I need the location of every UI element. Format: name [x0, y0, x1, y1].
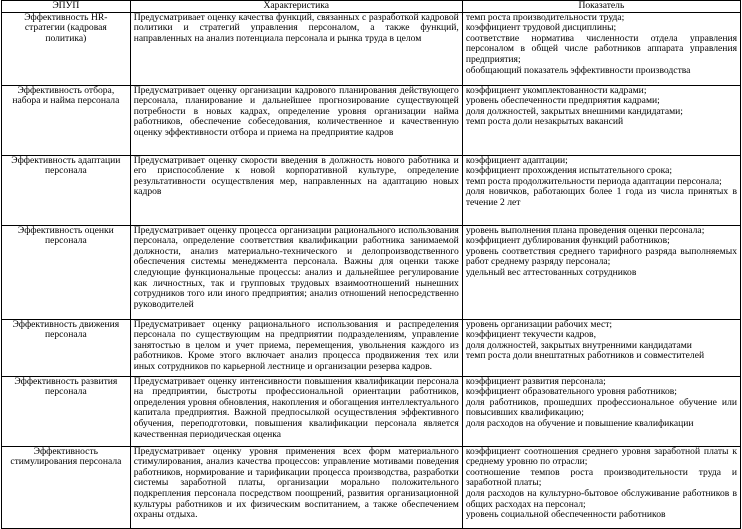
row-indicators	[462, 155, 740, 225]
row-description: Предусматривает оценку уровня применения всех форм материального стимулирования, анализ качества процессов: управление мотивами поведения работников, нормирование и тарификации процесса производства, разработки системы заработной платы, организации морально положительного подкрепления персонала посредством поощрений, развития организационной культуры работников и их физическим воспитанием, а также обеспечением охраны отдыха.	[130, 446, 462, 528]
indicator-item: доля расходов на культурно-бытовое обслуживание работников в общих расходах на персонал;	[465, 487, 737, 510]
indicator-item: уровень выполнения плана проведения оценки персонала;	[465, 224, 705, 236]
indicator-item: коэффициент дублирования функций работников;	[465, 235, 670, 247]
row-name: Эффективность движения персонала	[2, 319, 131, 376]
table-row	[2, 376, 741, 446]
row-description: Предусматривает оценку процесса организации рационального использования персонала, определение соответствия квалификации работника занимаемой должности, анализ материально-технического и делопроизводственного обеспечения системы менеджмента персонала. Важны для оценки также следующие функциональные процессы: анализ и дальнейшее регулирование как личностных, так и групповых трудовых взаимоотношений нынешних сотрудников того или иного предприятия; анализ отношений непосредственно руководителей	[130, 225, 462, 319]
row-name: Эффективность HR-стратегии (кадровая политика)	[2, 12, 131, 85]
table-row	[2, 446, 741, 528]
evaluation-table	[1, 0, 741, 529]
indicator-item: коэффициент текучести кадров,	[465, 329, 596, 341]
indicator-item: доля должностей, закрытых внутренними кандидатами	[465, 339, 692, 351]
row-name: Эффективность оценки персонала	[2, 225, 131, 319]
row-description: Предусматривает оценку скорости введения в должность нового работника и его приспособление к новой корпоративной культуре, определение результативности осуществления мер, направленных на адаптацию новых кадров	[130, 155, 462, 225]
row-name: Эффективность стимулирования персонала	[2, 446, 131, 528]
indicator-item: коэффициент развития персонала;	[465, 375, 606, 387]
indicator-item: доля должностей, закрытых внешними кандидатами;	[465, 105, 683, 117]
table-row	[2, 85, 741, 155]
row-description: Предусматривает оценку интенсивности повышения квалификации персонала на предприятии, быстроты профессиональной ориентации работников, определения уровня обновления, накопления и обогащения интеллектуального капитала предприятия. Важной предпосылкой осуществления эффективного обучения, переподготовки, повышения квалификации персонала является качественная периодическая оценка	[130, 376, 462, 446]
indicator-item: удельный вес аттестованных сотрудников	[465, 266, 637, 278]
indicator-item: доля новичков, работающих более 1 года из числа принятых в течение 2 лет	[465, 186, 737, 208]
indicator-item: соотношение темпов роста производительности труда и заработной платы;	[465, 466, 737, 489]
header-indicator: Показатель	[462, 1, 740, 13]
indicator-item: уровень соответствия среднего тарифного разряда выполняемых работ среднему разряду персонала;	[465, 245, 737, 268]
table-row	[2, 319, 741, 376]
indicator-item: обобщающий показатель эффективности производства	[465, 64, 691, 76]
indicator-item: доля расходов на обучение и повышение квалификации	[465, 417, 694, 429]
indicator-item: уровень организации рабочих мест;	[465, 318, 613, 330]
row-name: Эффективность развития персонала	[2, 376, 131, 446]
row-indicators	[462, 12, 740, 85]
indicator-item: темп роста производительности труда;	[465, 11, 625, 23]
row-description: Предусматривает оценку качества функций, связанных с разработкой кадровой политики и стратегий управления персоналом, а также функций, направленных на анализ потенциала персонала и рынка труда в целом	[130, 12, 462, 85]
header-characteristic: Характеристика	[130, 1, 462, 13]
row-description: Предусматривает оценку организации кадрового планирования действующего персонала, планирование и дальнейшее прогнозирование существующей потребности в новых кадрах, определение уровня организации найма работников, обеспечение собеседования, количественное и качественную оценку эффективности отбора и приема на предприятие кадров	[130, 85, 462, 155]
indicator-item: уровень обеспеченности предприятия кадрами;	[465, 95, 660, 107]
table-row	[2, 12, 741, 85]
indicator-item: темп роста доли внештатных работников и совместителей	[465, 350, 705, 362]
row-indicators	[462, 376, 740, 446]
table-row	[2, 155, 741, 225]
indicator-item: коэффициент трудовой дисциплины;	[465, 22, 617, 34]
indicator-item: коэффициент укомплектованности кадрами;	[465, 84, 647, 96]
indicator-item: темп роста продолжительности периода адаптации персонала;	[465, 175, 722, 187]
indicator-item: соответствие норматива численности отдела управления персоналом в общей числе работников аппарата управления предприятия;	[465, 32, 737, 65]
row-indicators	[462, 85, 740, 155]
row-indicators	[462, 446, 740, 528]
row-indicators	[462, 319, 740, 376]
indicator-item: уровень социальной обеспеченности работников	[465, 509, 666, 521]
indicator-item: коэффициент прохождения испытательного срока;	[465, 165, 673, 177]
row-indicators	[462, 225, 740, 319]
row-name: Эффективность адаптации персонала	[2, 155, 131, 225]
row-name: Эффективность отбора, набора и найма персонала	[2, 85, 131, 155]
header-epup: ЭПУП	[2, 1, 131, 13]
indicator-item: коэффициент образовательного уровня работников;	[465, 386, 677, 398]
row-description: Предусматривает оценку рационального использования и распределения персонала по существующим на предприятии подразделениям, управление занятостью в целом и учет приема, перемещения, увольнения каждого из работников. Кроме этого включает анализ процесса продвижения тех или иных сотрудников по карьерной лестнице и организации резерва кадров.	[130, 319, 462, 376]
indicator-item: темп роста доли незакрытых вакансий	[465, 116, 624, 128]
indicator-item: коэффициент адаптации;	[465, 154, 568, 166]
indicator-item: доля работников, прошедших профессиональное обучение или повысивших квалификацию;	[465, 396, 737, 419]
table-header-row	[2, 1, 741, 13]
table-row	[2, 225, 741, 319]
indicator-item: коэффициент соотношения среднего уровня заработной платы к среднему уровню по отрасли;	[465, 445, 737, 468]
